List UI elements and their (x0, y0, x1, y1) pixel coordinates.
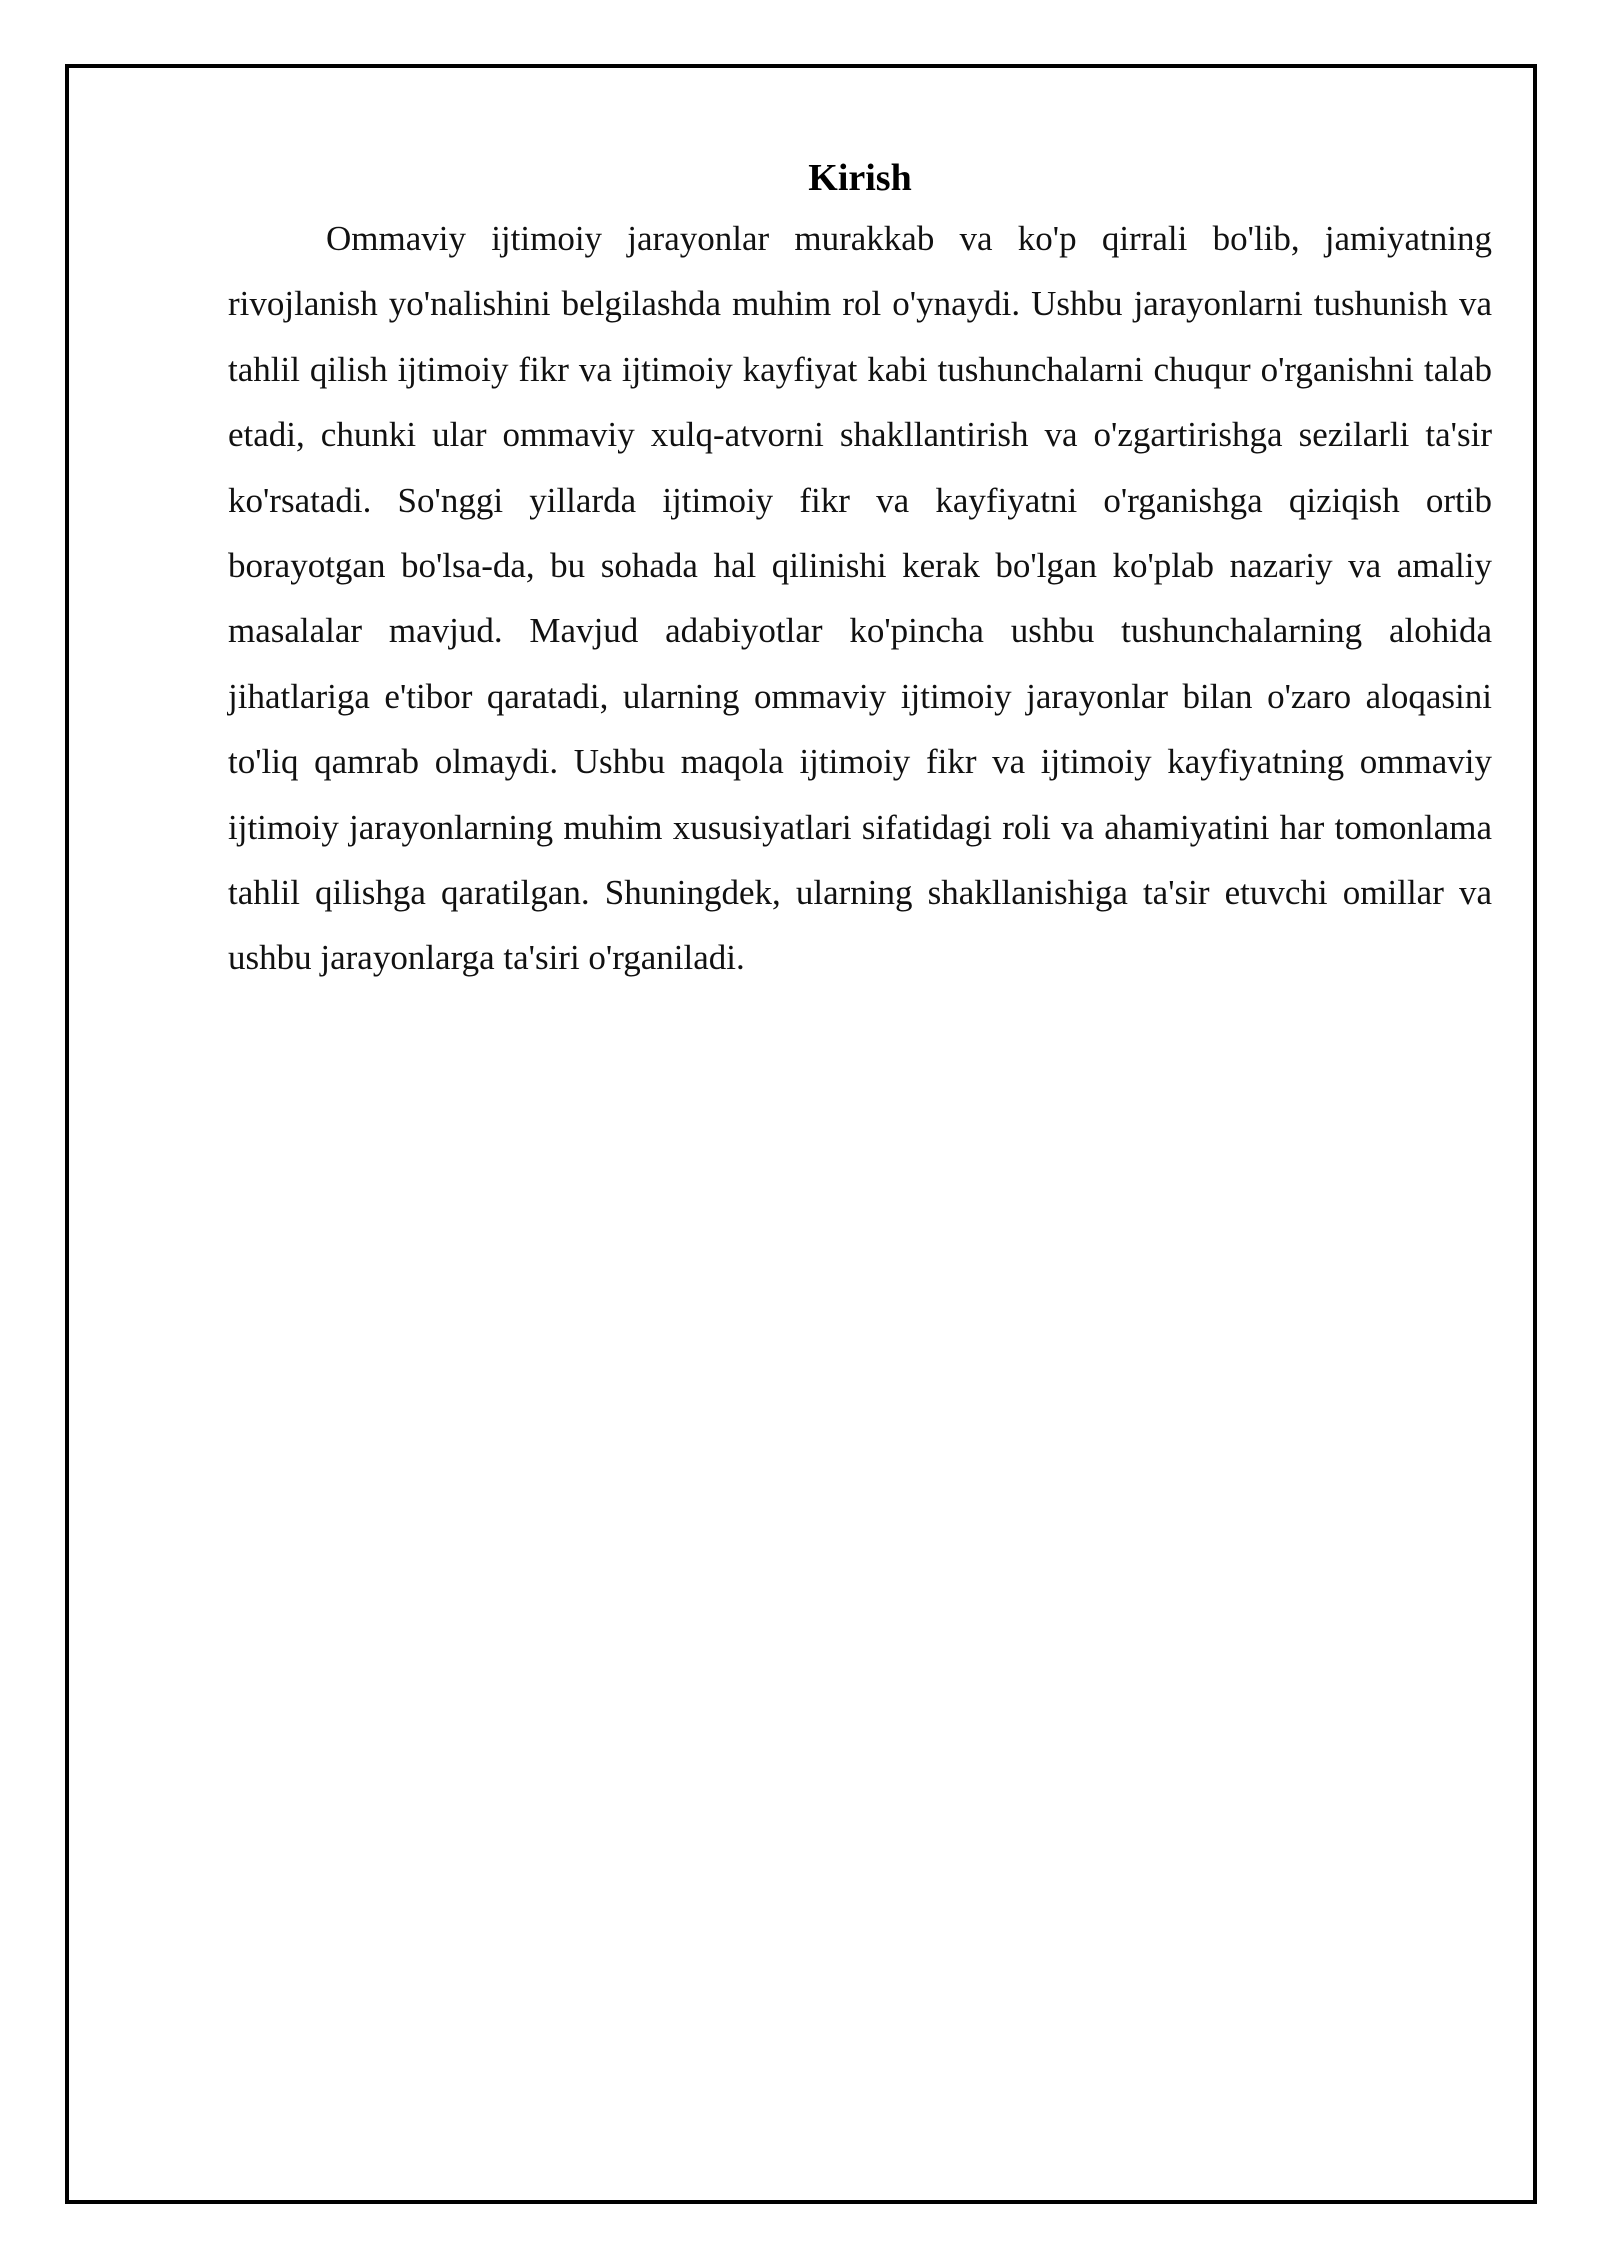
introduction-paragraph: Ommaviy ijtimoiy jarayonlar murakkab va ko'p qirrali bo'lib, jamiyatning rivojlanish yo'nalishini belgilashda muhim rol o'ynaydi. Ushbu jarayonlarni tushunish va tahlil qilish ijtimoiy fikr va ijtimoiy kayfiyat kabi tushunchalarni chuqur o'rganishni talab etadi, chunki ular ommaviy xulq-atvorni shakllantirish va o'zgartirishga sezilarli ta'sir ko'rsatadi. So'nggi yillarda ijtimoiy fikr va kayfiyatni o'rganishga qiziqish ortib borayotgan bo'lsa-da, bu sohada hal qilinishi kerak bo'lgan ko'plab nazariy va amaliy masalalar mavjud. Mavjud adabiyotlar ko'pincha ushbu tushunchalarning alohida jihatlariga e'tibor qaratadi, ularning ommaviy ijtimoiy jarayonlar bilan o'zaro aloqasini to'liq qamrab olmaydi. Ushbu maqola ijtimoiy fikr va ijtimoiy kayfiyatning ommaviy ijtimoiy jarayonlarning muhim xususiyatlari sifatidagi roli va ahamiyatini har tomonlama tahlil qilishga qaratilgan. Shuningdek, ularning shakllanishiga ta'sir etuvchi omillar va ushbu jarayonlarga ta'siri o'rganiladi. (228, 219, 1492, 978)
document-heading: Kirish (808, 157, 912, 199)
document-content (228, 150, 1492, 991)
